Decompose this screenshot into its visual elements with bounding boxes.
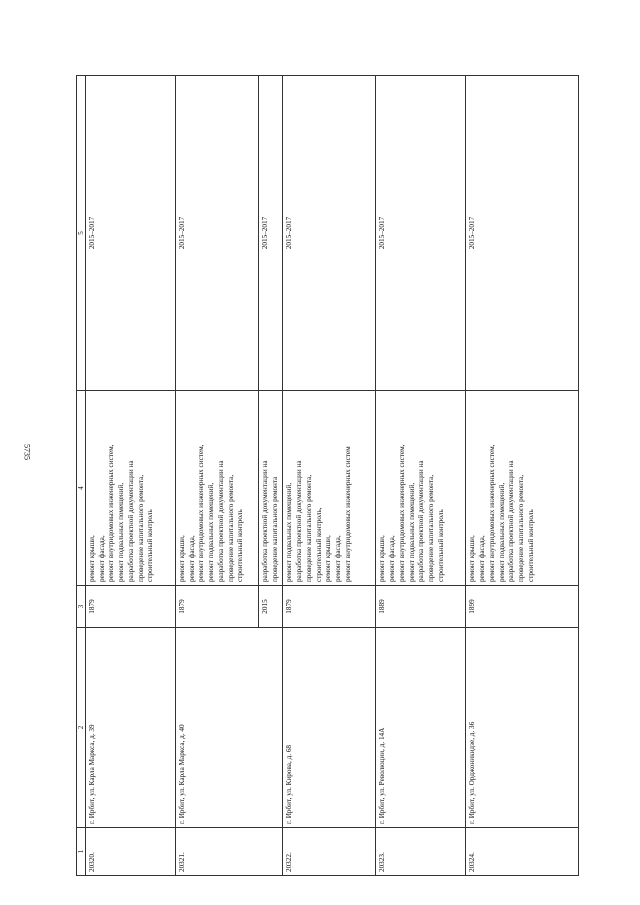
work-line: строительный контроль — [236, 509, 245, 582]
row-year: 1879 — [86, 586, 176, 628]
row-works — [86, 391, 176, 586]
row-number: 20323. — [376, 828, 466, 876]
repair-schedule-table — [76, 75, 579, 876]
work-line: строительный контроль, — [314, 507, 323, 582]
row-number: 20324. — [466, 828, 579, 876]
row-works — [259, 391, 283, 586]
work-line: строительный контроль — [436, 509, 445, 582]
column-header: 4 — [77, 391, 86, 586]
row-period: 2015–2017 — [176, 76, 259, 391]
page-number: 5735 — [22, 444, 32, 460]
row-year: 1879 — [176, 586, 259, 628]
row-number: 20320. — [86, 828, 176, 876]
work-line: ремонт фасада, — [334, 535, 343, 582]
work-line: проведение капитального ремонта — [270, 476, 279, 582]
work-line: разработка проектной документации на — [216, 460, 225, 582]
row-address: г. Ирбит, ул. Кирова, д. 68 — [283, 628, 376, 828]
row-number: 20321. — [176, 828, 283, 876]
work-line: разработка проектной документации на — [261, 460, 269, 582]
column-header: 3 — [77, 586, 86, 628]
work-line: разработка проектной документации на — [507, 460, 516, 582]
work-line: проведение капитального ремонта, — [517, 474, 526, 582]
work-line: строительный контроль — [526, 509, 535, 582]
work-line: ремонт подвальных помещений, — [497, 482, 506, 582]
work-line: проведение капитального ремонта, — [304, 474, 313, 582]
row-address: г. Ирбит, ул. Революции, д. 14А — [376, 628, 466, 828]
row-period: 2015–2017 — [466, 76, 579, 391]
row-period: 2015–2017 — [376, 76, 466, 391]
table-row — [283, 76, 376, 876]
row-works — [176, 391, 259, 586]
work-line: ремонт внутридомовых инженерных систем — [343, 446, 352, 582]
work-line: ремонт крыши, — [324, 535, 333, 582]
work-line: ремонт внутридомовых инженерных систем, — [197, 444, 206, 582]
work-line: разработка проектной документации на — [417, 460, 426, 582]
table-row — [376, 76, 466, 876]
column-header: 5 — [77, 76, 86, 391]
work-line: разработка проектной документации на — [295, 460, 304, 582]
work-line: разработка проектной документации на — [126, 460, 135, 582]
column-header: 2 — [77, 628, 86, 828]
work-line: ремонт фасада, — [388, 535, 397, 582]
work-line: ремонт фасада, — [97, 535, 106, 582]
row-period: 2015–2017 — [86, 76, 176, 391]
work-line: строительный контроль — [146, 509, 155, 582]
table-row — [86, 76, 176, 876]
table-row — [466, 76, 579, 876]
work-line: ремонт внутридомовых инженерных систем, — [487, 444, 496, 582]
row-year: 1889 — [376, 586, 466, 628]
work-line: ремонт подвальных помещений, — [285, 482, 294, 582]
table-row — [176, 76, 259, 876]
work-line: проведение капитального ремонта, — [136, 474, 145, 582]
work-line: ремонт крыши, — [88, 535, 96, 582]
row-works — [466, 391, 579, 586]
column-header: 1 — [77, 828, 86, 876]
work-line: ремонт крыши, — [468, 535, 477, 582]
row-year: 1879 — [283, 586, 376, 628]
row-number: 20322. — [283, 828, 376, 876]
work-line: ремонт внутридомовых инженерных систем, — [397, 444, 406, 582]
work-line: ремонт подвальных помещений, — [207, 482, 216, 582]
work-line: ремонт фасада, — [187, 535, 196, 582]
header-row — [77, 76, 86, 876]
row-year: 2015 — [259, 586, 283, 628]
work-line: ремонт крыши, — [178, 535, 186, 582]
row-address: г. Ирбит, ул. Орджоникидзе, д. 36 — [466, 628, 579, 828]
work-line: ремонт внутридомовых инженерных систем, — [107, 444, 116, 582]
row-address: г. Ирбит, ул. Карла Маркса, д. 39 — [86, 628, 176, 828]
row-period: 2015–2017 — [259, 76, 283, 391]
work-line: ремонт подвальных помещений, — [407, 482, 416, 582]
row-works — [376, 391, 466, 586]
rotated-table-wrapper — [76, 76, 566, 876]
row-period: 2015–2017 — [283, 76, 376, 391]
work-line: проведение капитального ремонта, — [226, 474, 235, 582]
row-address: г. Ирбит, ул. Карла Маркса, д. 40 — [176, 628, 283, 828]
row-year: 1899 — [466, 586, 579, 628]
work-line: проведение капитального ремонта, — [427, 474, 436, 582]
work-line: ремонт подвальных помещений, — [117, 482, 126, 582]
row-works — [283, 391, 376, 586]
work-line: ремонт фасада, — [478, 535, 487, 582]
work-line: ремонт крыши, — [378, 535, 387, 582]
